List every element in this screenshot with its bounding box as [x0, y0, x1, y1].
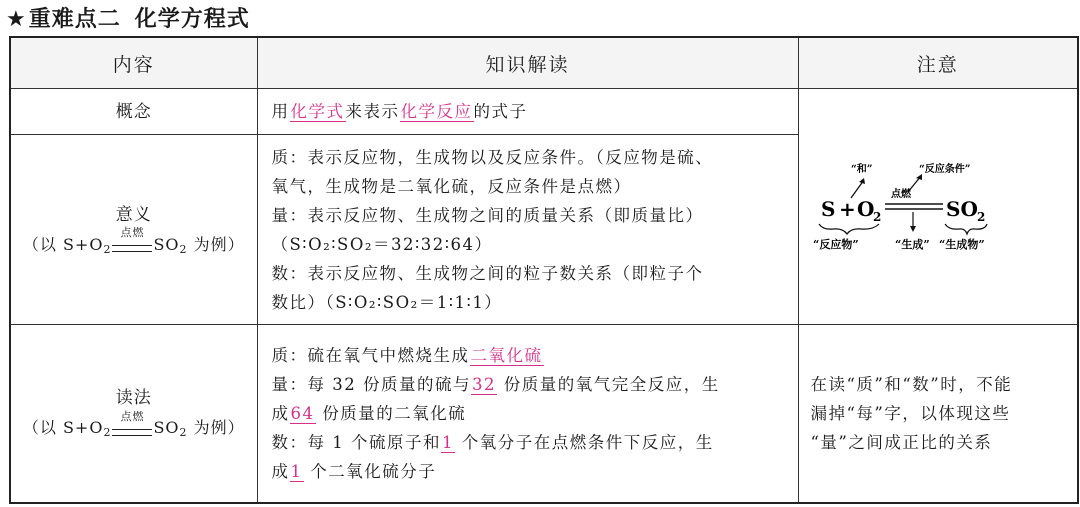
- reading-highlight-1: 二氧化硫: [470, 345, 543, 365]
- concept-seg1: 用: [271, 102, 290, 121]
- diagram-so-sub: 2: [976, 209, 985, 224]
- reading-text: [257, 325, 798, 503]
- diagram-label-reactants: “反应物”: [812, 237, 859, 251]
- reading-highlight-4: 1: [442, 432, 454, 452]
- condition-arrow: 点燃: [111, 417, 153, 441]
- brace-reactants: [819, 224, 879, 234]
- equation-diagram-cell: [798, 89, 1078, 325]
- diagram-label-produce: “生成”: [894, 237, 930, 251]
- table-row-reading: [10, 325, 1078, 503]
- concept-seg3: 的式子: [473, 102, 528, 121]
- reading-highlight-2: 32: [472, 374, 496, 394]
- brace-products: [945, 224, 987, 234]
- meaning-line1: 质：表示反应物，生成物以及反应条件。（反应物是硫、: [271, 147, 714, 167]
- diagram-label-condition: “反应条件”: [918, 163, 971, 175]
- diagram-label-products: “生成物”: [938, 237, 985, 251]
- row-label-reading-cell: [10, 325, 257, 503]
- table-row-concept: [10, 89, 1078, 135]
- note-line2: 漏掉“每”字，以体现这些: [810, 403, 1011, 423]
- diagram-o-sub: 2: [872, 209, 881, 224]
- section-title: [6, 2, 250, 33]
- knowledge-table: [9, 36, 1079, 504]
- row-label-meaning: 意义: [115, 204, 152, 225]
- concept-text: [257, 89, 798, 135]
- reading-example-note: （以 $S+O_2$ 点燃 $SO_2$ 为例）: [22, 409, 245, 440]
- reading-line4: 数：每 1 个硫原子和1 个氧分子在点燃条件下反应，生: [271, 432, 714, 452]
- meaning-example-note: （以 $S+O_2$ 点燃 $SO_2$ 为例）: [22, 226, 245, 256]
- meaning-line6: 数比）（S∶O₂∶SO₂＝1∶1∶1）: [271, 292, 503, 312]
- meaning-text: [257, 135, 798, 325]
- table-header-row: [10, 37, 1078, 89]
- row-label-concept: 概念: [10, 89, 257, 135]
- row-label-reading: 读法: [115, 388, 152, 409]
- concept-highlight-reaction: 化学反应: [400, 102, 473, 121]
- concept-seg2: 来表示: [345, 102, 400, 121]
- diagram-s: S: [820, 196, 835, 221]
- reading-line2: 量：每 32 份质量的硫与32 份质量的氧气完全反应，生: [271, 374, 720, 394]
- star-icon: ★: [6, 7, 27, 32]
- title-part2: 化学方程式: [134, 7, 250, 32]
- meaning-line4: （S∶O₂∶SO₂＝32∶32∶64）: [271, 234, 493, 254]
- reading-line3: 成64 份质量的二氧化硫: [271, 403, 467, 423]
- diagram-plus: +: [838, 196, 856, 221]
- reading-highlight-3: 64: [290, 403, 315, 423]
- condition-arrow: 点燃: [111, 233, 153, 257]
- equation-diagram: [799, 90, 1077, 320]
- reading-line1: 质：硫在氧气中燃烧生成二氧化硫: [271, 345, 543, 365]
- col-header-note: 注意: [798, 37, 1078, 89]
- reading-note: [798, 325, 1078, 503]
- concept-highlight-formula: 化学式: [290, 102, 345, 121]
- meaning-line5: 数：表示反应物、生成物之间的粒子数关系（即粒子个: [271, 263, 704, 283]
- diagram-label-he: “和”: [850, 163, 873, 175]
- col-header-content: 内容: [10, 37, 257, 89]
- note-line3: “量”之间成正比的关系: [810, 432, 993, 452]
- note-line1: 在读“质”和“数”时，不能: [810, 374, 1013, 394]
- diagram-o: O: [856, 196, 874, 221]
- meaning-line3: 量：表示反应物、生成物之间的质量关系（即质量比）: [271, 205, 704, 225]
- meaning-line2: 氧气，生成物是二氧化硫，反应条件是点燃）: [271, 176, 632, 196]
- reading-line5: 成1 个二氧化硫分子: [271, 461, 437, 481]
- diagram-so: SO: [945, 196, 978, 221]
- col-header-interpretation: 知识解读: [257, 37, 798, 89]
- reading-highlight-5: 1: [290, 461, 303, 481]
- title-part1: 重难点二: [28, 7, 121, 32]
- row-label-meaning-cell: [10, 135, 257, 325]
- diagram-condition: 点燃: [890, 188, 911, 200]
